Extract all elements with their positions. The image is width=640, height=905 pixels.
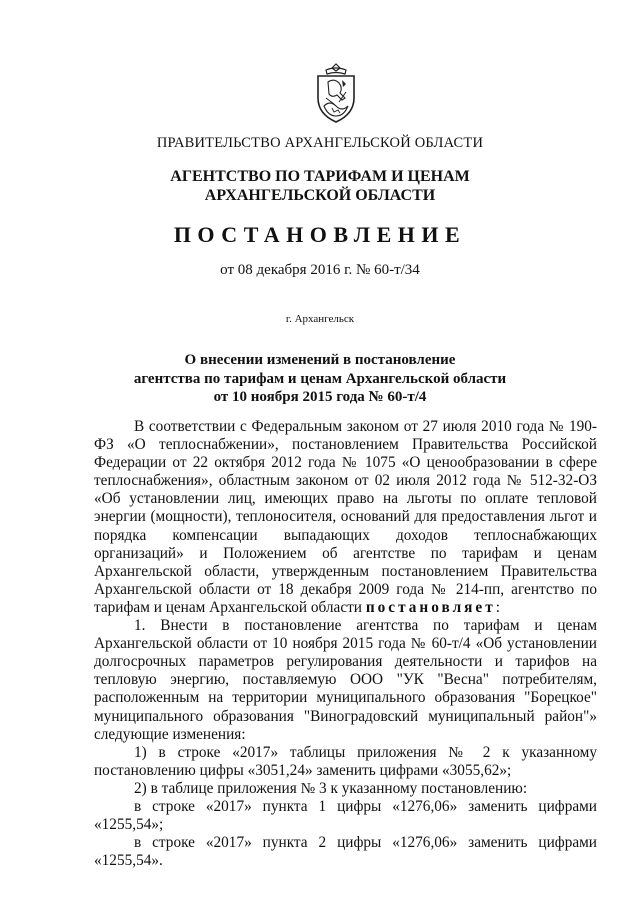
body-paragraph-3: 1) в строке «2017» таблицы приложения № 2 к указанному постановлению цифры «3051,24» заменить цифрами «3055,62»; bbox=[94, 743, 597, 779]
body-paragraph-1 bbox=[94, 418, 597, 617]
body-paragraph-1-end: : bbox=[495, 598, 500, 616]
subject-line-1: О внесении изменений в постановление bbox=[184, 352, 456, 368]
subject-line-3: от 10 ноября 2015 года № 60-т/4 bbox=[213, 389, 427, 405]
body-paragraph-4: 2) в таблице приложения № 3 к указанному постановлению: bbox=[134, 779, 528, 797]
document-city: г. Архангельск bbox=[285, 313, 355, 325]
agency-line-2: АРХАНГЕЛЬСКОЙ ОБЛАСТИ bbox=[204, 187, 436, 204]
coat-of-arms-icon bbox=[312, 62, 360, 124]
government-name: ПРАВИТЕЛЬСТВО АРХАНГЕЛЬСКОЙ ОБЛАСТИ bbox=[156, 135, 484, 151]
subject-line-2: агентства по тарифам и ценам Архангельской области bbox=[133, 370, 507, 387]
body-paragraph-6: в строке «2017» пункта 2 цифры «1276,06» заменить цифрами «1255,54». bbox=[94, 834, 597, 870]
document-subject bbox=[0, 351, 640, 407]
resolution-keyword: постановляет bbox=[365, 598, 496, 616]
body-paragraph-5: в строке «2017» пункта 1 цифры «1276,06» заменить цифрами «1255,54»; bbox=[94, 797, 597, 834]
agency-name bbox=[0, 167, 640, 205]
document-type: ПОСТАНОВЛЕНИЕ bbox=[173, 222, 467, 247]
body-paragraph-1-text: В соответствии с Федеральным законом от 27 июля 2010 года № 190-ФЗ «О теплоснабжении», постановлением Правительства Российской Федерации от 22 октября 2012 года № 1075 «О ценообразовании в сфере теплоснабжения», областным законом от 02 июля 2012 года № 512-32-ОЗ «Об установлении лиц, имеющих право на льготы по оплате тепловой энергии (мощности), теплоносителя, оснований для предоставления льгот и порядка компенсации выпадающих доходов теплоснабжающих организаций» и Положением об агентстве по тарифам и ценам Архангельской области, утвержденным постановлением Правительства Архангельской области от 18 декабря 2009 года № 214-пп, агентство по тарифам и ценам Архангельской области bbox=[94, 418, 597, 616]
document-date-number: от 08 декабря 2016 г. № 60-т/34 bbox=[220, 262, 420, 278]
document-body bbox=[94, 418, 597, 870]
body-paragraph-2: 1. Внести в постановление агентства по тарифам и ценам Архангельской области от 10 ноября 2015 года № 60-т/4 «Об установлении долгосрочных параметров регулирования деятельности и тарифов на тепловую энергию, поставляемую ООО "УК "Весна" потребителям, расположенным на территории муниципального образования "Борецкое" муниципального образования "Виноградовский муниципальный район"» следующие изменения: bbox=[94, 617, 597, 743]
agency-line-1: АГЕНТСТВО ПО ТАРИФАМ И ЦЕНАМ bbox=[170, 168, 470, 185]
